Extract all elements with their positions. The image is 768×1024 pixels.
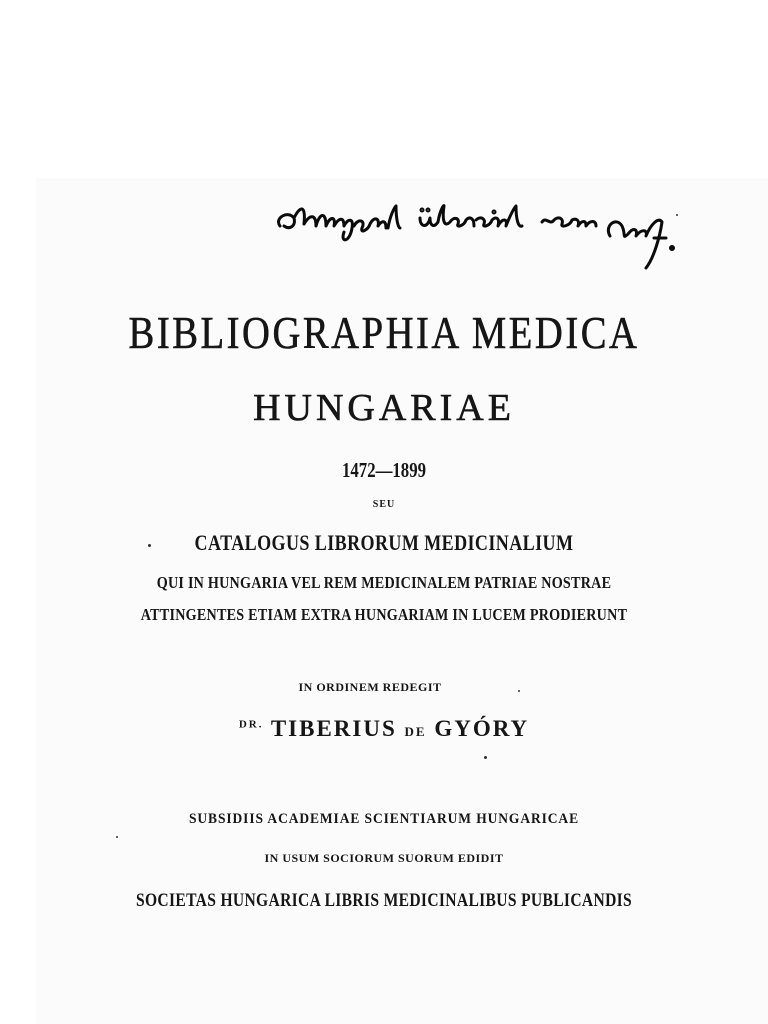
scan-speck xyxy=(518,690,520,692)
sponsor-line: SUBSIDIIS ACADEMIAE SCIENTIARUM HUNGARICAE xyxy=(188,811,579,827)
subtitle-line-2: ATTINGENTES ETIAM EXTRA HUNGARIAM IN LUCEM PRODIERUNT xyxy=(140,605,628,624)
subtitle-catalogus: CATALOGUS LIBRORUM MEDICINALIUM xyxy=(194,530,574,555)
author-first-name: TIBERIUS xyxy=(270,716,397,741)
book-title: BIBLIOGRAPHIA MEDICA xyxy=(128,307,640,358)
editor-intro: IN ORDINEM REDEGIT xyxy=(298,680,442,694)
author-particle: DE xyxy=(404,724,427,739)
seu-conjunction: SEU xyxy=(372,499,396,510)
handwritten-dedication xyxy=(270,196,690,276)
date-range: 1472—1899 xyxy=(342,458,426,482)
scan-speck xyxy=(676,214,678,216)
author-surname: GYÓRY xyxy=(434,716,530,741)
edition-note: IN USUM SOCIORUM SUORUM EDIDIT xyxy=(264,851,504,865)
book-title-country: HUNGARIAE xyxy=(253,387,515,429)
scan-speck xyxy=(116,836,118,838)
author-prefix: DR. xyxy=(238,718,264,731)
subtitle-line-1: QUI IN HUNGARIA VEL REM MEDICINALEM PATRIAE NOSTRAE xyxy=(156,573,612,592)
scan-speck xyxy=(484,756,487,759)
author-line xyxy=(0,716,768,742)
scan-speck xyxy=(148,544,151,547)
publisher-line: SOCIETAS HUNGARICA LIBRIS MEDICINALIBUS PUBLICANDIS xyxy=(135,890,633,911)
